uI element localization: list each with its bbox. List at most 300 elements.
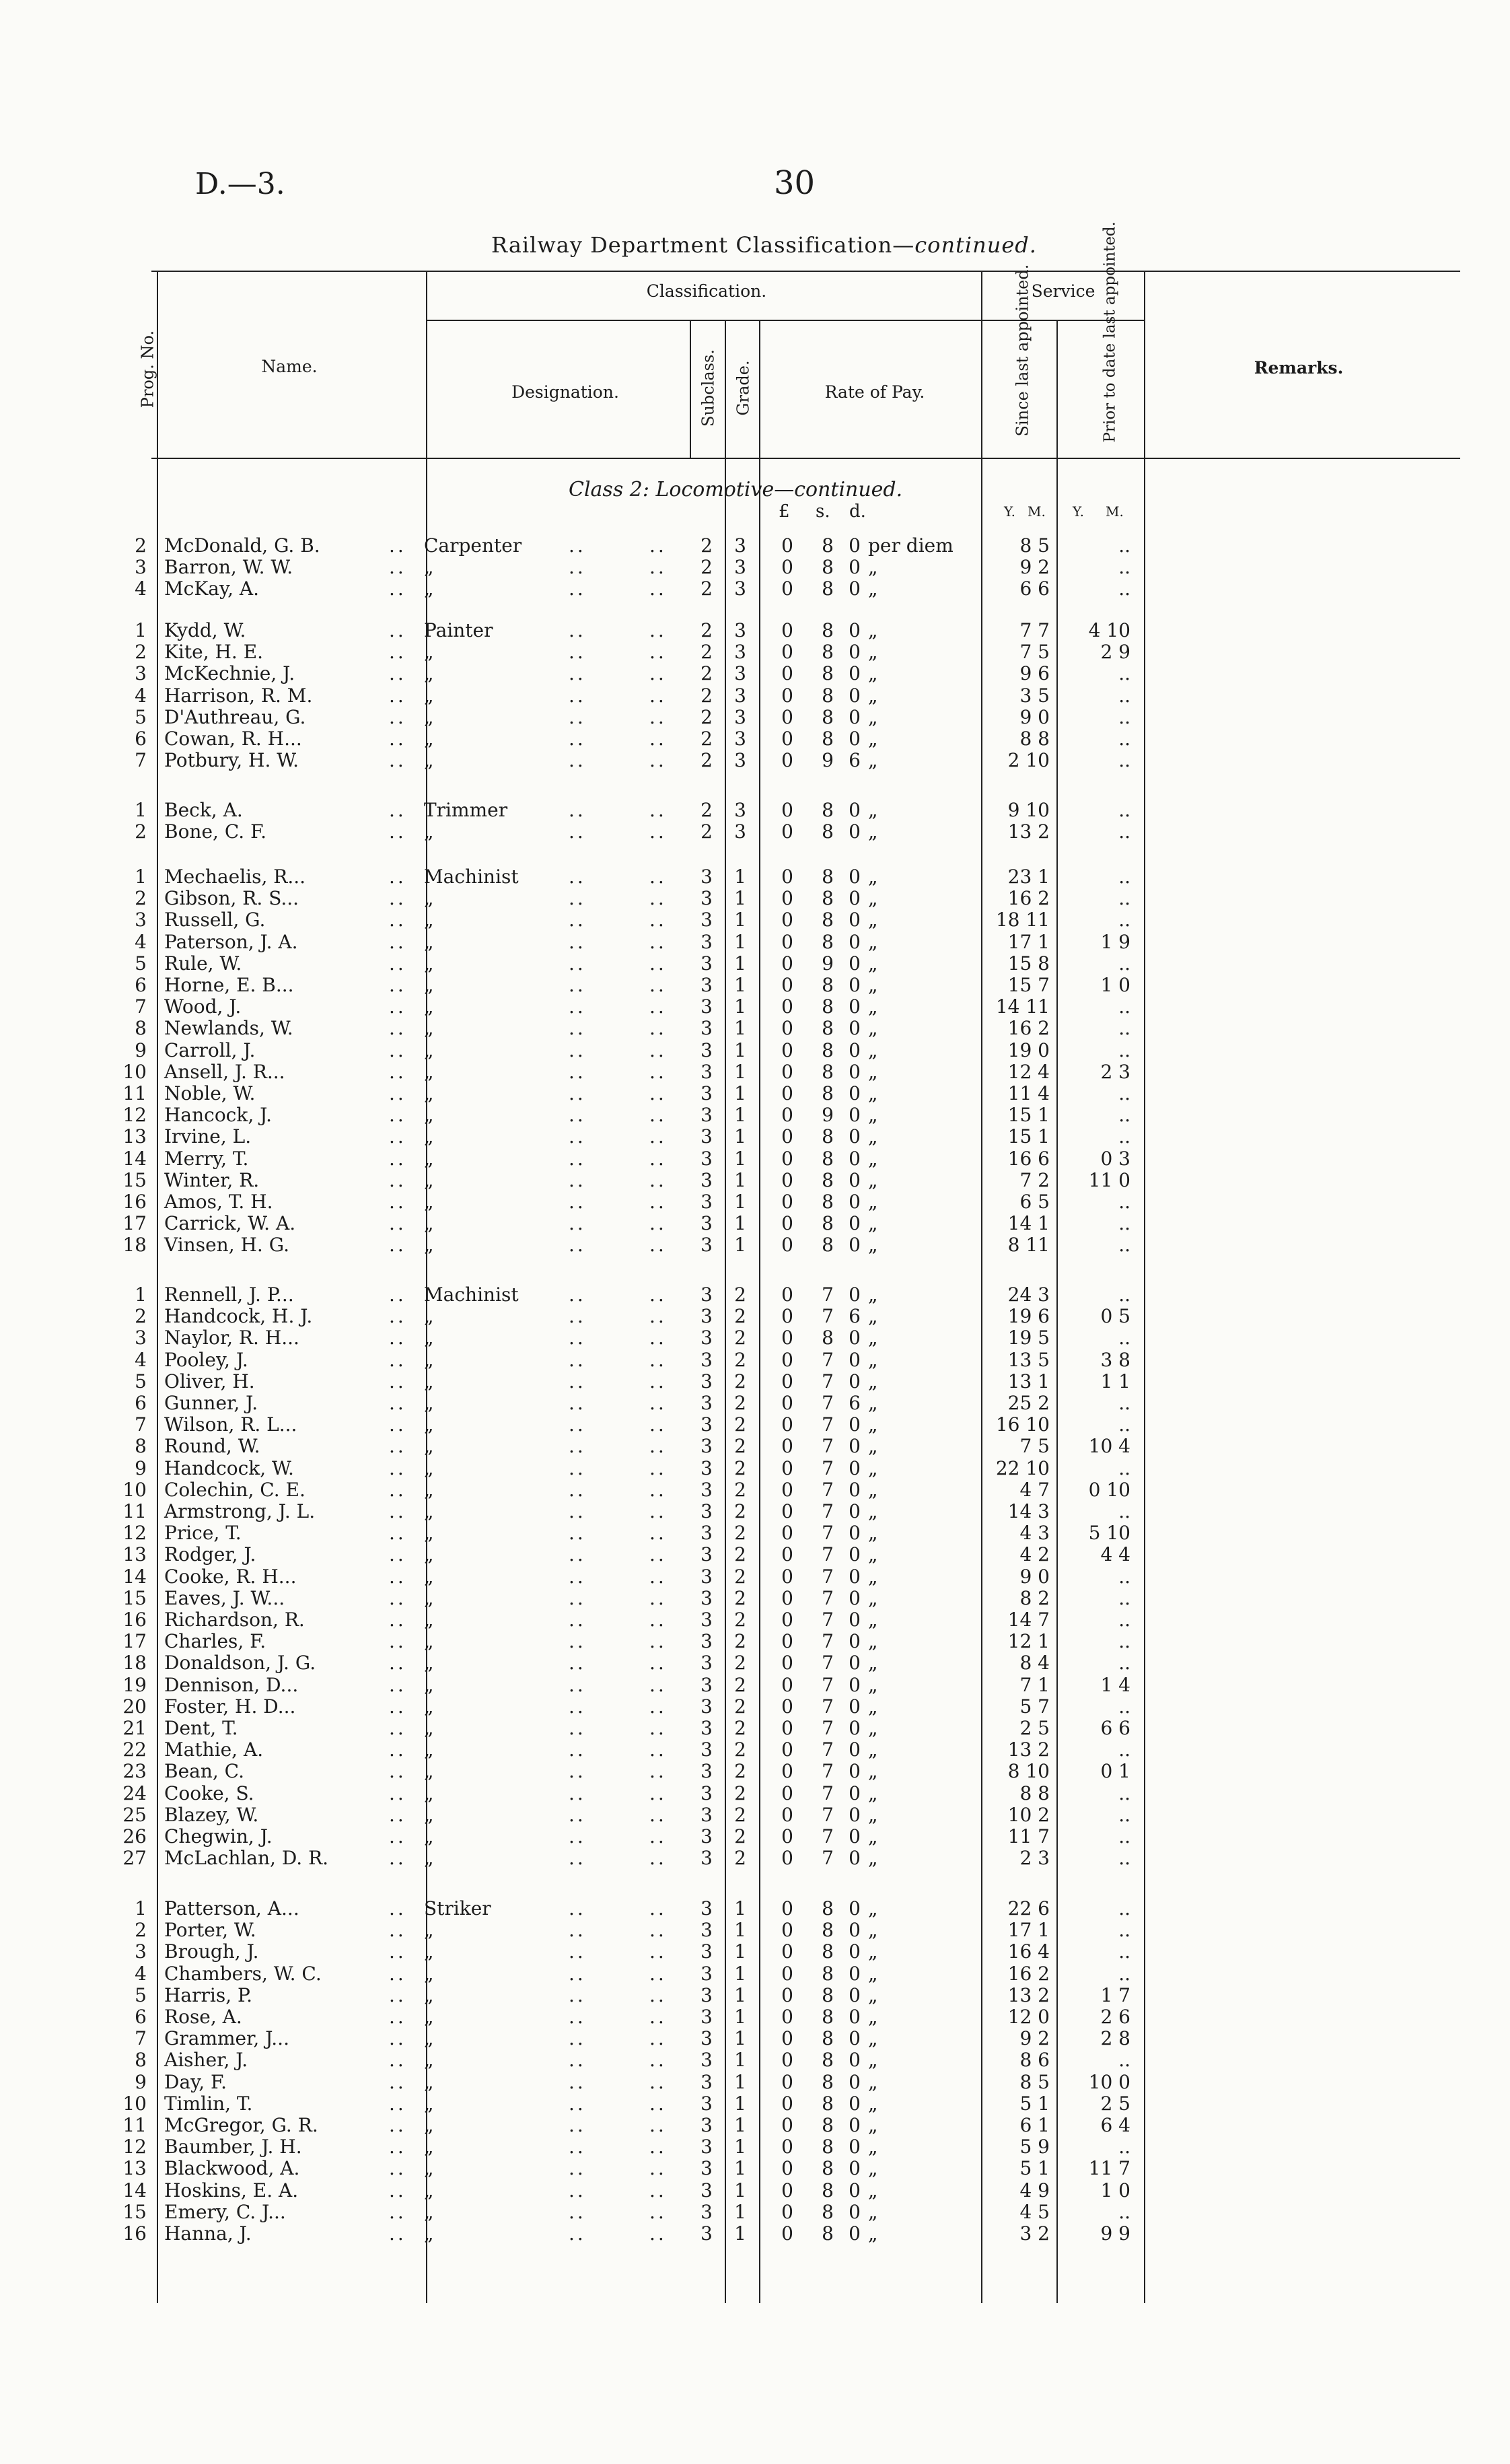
subclass-cell: 3 — [700, 995, 713, 1018]
leader-dots: .. — [649, 1962, 667, 1985]
name-cell: McKechnie, J. — [164, 662, 295, 685]
pence-cell: 0 — [849, 1060, 861, 1083]
grade-cell: 2 — [734, 1586, 746, 1609]
subclass-cell: 3 — [700, 1413, 713, 1436]
pence-cell: 6 — [849, 749, 861, 772]
leader-dots: .. — [569, 1327, 586, 1349]
prior-appointed-cell: 1 0 — [1100, 2179, 1130, 2202]
pounds-cell: 0 — [781, 2070, 793, 2093]
pounds-cell: 0 — [781, 1082, 793, 1104]
pence-cell: 0 — [849, 1348, 861, 1371]
pay-unit-cell: „ — [868, 2027, 878, 2050]
shillings-cell: 8 — [822, 1191, 834, 1213]
pounds-cell: 0 — [781, 1983, 793, 2006]
shillings-cell: 7 — [822, 1305, 834, 1328]
grade-cell: 3 — [734, 705, 746, 728]
designation-cell: „ — [424, 1392, 434, 1414]
shillings-cell: 7 — [822, 1695, 834, 1718]
shillings-cell: 7 — [822, 1782, 834, 1804]
leader-dots: .. — [649, 1609, 667, 1631]
pence-cell: 0 — [849, 662, 861, 685]
table-row — [0, 750, 1510, 771]
pence-cell: 0 — [849, 1609, 861, 1631]
prior-appointed-cell: .. — [1118, 1565, 1130, 1588]
since-appointed-cell: 4 2 — [1019, 1543, 1050, 1566]
prog-no-cell: 14 — [122, 2179, 147, 2202]
pounds-cell: 0 — [781, 1565, 793, 1588]
prior-appointed-cell: 2 6 — [1100, 2006, 1130, 2028]
prior-appointed-cell: 0 10 — [1088, 1478, 1130, 1501]
leader-dots: .. — [569, 1234, 586, 1257]
shillings-cell: 8 — [822, 2200, 834, 2223]
subclass-cell: 3 — [700, 1522, 713, 1545]
since-appointed-cell: 6 5 — [1019, 1191, 1050, 1213]
name-cell: McDonald, G. B. — [164, 534, 320, 557]
designation-cell: „ — [424, 2157, 434, 2180]
name-cell: Carrick, W. A. — [164, 1212, 296, 1235]
designation-cell: „ — [424, 1435, 434, 1458]
prog-no-cell: 2 — [135, 820, 147, 843]
grade-cell: 2 — [734, 1456, 746, 1479]
leader-dots: .. — [389, 930, 406, 953]
since-appointed-cell: 13 1 — [1007, 1370, 1050, 1393]
shillings-cell: 8 — [822, 2157, 834, 2180]
prog-no-cell: 13 — [122, 1125, 147, 1148]
leader-dots: .. — [649, 1717, 667, 1739]
since-appointed-cell: 6 1 — [1019, 2114, 1050, 2136]
table-row — [0, 1920, 1510, 1941]
col-grade: Grade. — [733, 360, 753, 416]
leader-dots: .. — [569, 728, 586, 750]
grade-cell: 1 — [734, 1104, 746, 1127]
subclass-cell: 3 — [700, 2179, 713, 2202]
designation-cell: Carpenter — [424, 534, 522, 557]
subclass-cell: 3 — [700, 1283, 713, 1306]
leader-dots: .. — [649, 2179, 667, 2202]
leader-dots: .. — [649, 1760, 667, 1783]
prog-no-cell: 27 — [122, 1847, 147, 1870]
pay-unit-cell: „ — [868, 1370, 878, 1393]
pay-unit-cell: „ — [868, 1305, 878, 1328]
name-cell: D'Authreau, G. — [164, 705, 306, 728]
pence-cell: 0 — [849, 619, 861, 641]
leader-dots: .. — [649, 1543, 667, 1566]
designation-cell: „ — [424, 1522, 434, 1545]
pounds-cell: 0 — [781, 534, 793, 557]
name-cell: Merry, T. — [164, 1147, 249, 1170]
shillings-cell: 7 — [822, 1543, 834, 1566]
designation-cell: „ — [424, 2136, 434, 2158]
pence-cell: 0 — [849, 1500, 861, 1522]
table-row — [0, 2028, 1510, 2049]
subclass-cell: 3 — [700, 1478, 713, 1501]
leader-dots: .. — [389, 887, 406, 910]
shillings-cell: 7 — [822, 1825, 834, 1847]
shillings-cell: 8 — [822, 1147, 834, 1170]
prior-appointed-cell: .. — [1118, 1940, 1130, 1963]
name-cell: Rule, W. — [164, 952, 242, 975]
leader-dots: .. — [569, 866, 586, 888]
pounds-cell: 0 — [781, 1522, 793, 1545]
shillings-cell: 7 — [822, 1456, 834, 1479]
leader-dots: .. — [569, 1017, 586, 1040]
pence-cell: 0 — [849, 705, 861, 728]
name-cell: Armstrong, J. L. — [164, 1500, 316, 1522]
prog-no-cell: 1 — [135, 1897, 147, 1920]
pounds-cell: 0 — [781, 2157, 793, 2180]
grade-cell: 1 — [734, 1017, 746, 1040]
table-row — [0, 2049, 1510, 2071]
pay-unit-cell: „ — [868, 1782, 878, 1804]
subclass-cell: 3 — [700, 1652, 713, 1675]
prior-appointed-cell: .. — [1118, 705, 1130, 728]
leader-dots: .. — [569, 684, 586, 707]
prior-appointed-cell: .. — [1118, 909, 1130, 931]
table-row — [0, 1739, 1510, 1761]
designation-cell: „ — [424, 887, 434, 910]
designation-cell: „ — [424, 705, 434, 728]
leader-dots: .. — [649, 2157, 667, 2180]
pay-unit-cell: „ — [868, 1060, 878, 1083]
leader-dots: .. — [389, 1212, 406, 1235]
name-cell: Emery, C. J... — [164, 2200, 286, 2223]
shillings-cell: 8 — [822, 2136, 834, 2158]
name-cell: Pooley, J. — [164, 1348, 248, 1371]
name-cell: Rennell, J. P... — [164, 1283, 294, 1306]
since-appointed-cell: 15 1 — [1007, 1125, 1050, 1148]
leader-dots: .. — [569, 995, 586, 1018]
subclass-cell: 3 — [700, 1125, 713, 1148]
designation-cell: „ — [424, 1543, 434, 1566]
leader-dots: .. — [649, 728, 667, 750]
leader-dots: .. — [389, 619, 406, 641]
prog-no-cell: 21 — [122, 1717, 147, 1739]
pence-cell: 0 — [849, 866, 861, 888]
since-appointed-cell: 15 8 — [1007, 952, 1050, 975]
unit-prior-years: Y. — [1073, 503, 1084, 520]
since-appointed-cell: 8 5 — [1019, 2070, 1050, 2093]
leader-dots: .. — [389, 534, 406, 557]
designation-cell: „ — [424, 1717, 434, 1739]
grade-cell: 1 — [734, 1962, 746, 1985]
pence-cell: 0 — [849, 1565, 861, 1588]
designation-cell: „ — [424, 1234, 434, 1257]
subclass-cell: 3 — [700, 866, 713, 888]
leader-dots: .. — [569, 1738, 586, 1761]
designation-cell: „ — [424, 2200, 434, 2223]
leader-dots: .. — [389, 1283, 406, 1306]
since-appointed-cell: 9 10 — [1007, 799, 1050, 821]
grade-cell: 1 — [734, 2179, 746, 2202]
table-row — [0, 1040, 1510, 1061]
leader-dots: .. — [649, 1060, 667, 1083]
leader-dots: .. — [649, 684, 667, 707]
pay-unit-cell: „ — [868, 2049, 878, 2072]
subclass-cell: 3 — [700, 1212, 713, 1235]
leader-dots: .. — [389, 1897, 406, 1920]
subclass-cell: 3 — [700, 1543, 713, 1566]
name-cell: Colechin, C. E. — [164, 1478, 305, 1501]
table-row — [0, 1652, 1510, 1674]
table-row — [0, 1018, 1510, 1039]
pay-unit-cell: „ — [868, 1825, 878, 1847]
leader-dots: .. — [649, 1983, 667, 2006]
leader-dots: .. — [649, 2027, 667, 2050]
shillings-cell: 7 — [822, 1413, 834, 1436]
pay-unit-cell: „ — [868, 2006, 878, 2028]
prior-appointed-cell: .. — [1118, 887, 1130, 910]
prior-appointed-cell: .. — [1118, 952, 1130, 975]
prog-no-cell: 1 — [135, 1283, 147, 1306]
prog-no-cell: 3 — [135, 662, 147, 685]
subclass-cell: 3 — [700, 1039, 713, 1061]
leader-dots: .. — [649, 2006, 667, 2028]
shillings-cell: 8 — [822, 1125, 834, 1148]
leader-dots: .. — [649, 1478, 667, 1501]
pounds-cell: 0 — [781, 1212, 793, 1235]
pence-cell: 0 — [849, 1456, 861, 1479]
designation-cell: „ — [424, 1782, 434, 1804]
table-row — [0, 2006, 1510, 2028]
leader-dots: .. — [389, 2070, 406, 2093]
since-appointed-cell: 17 1 — [1007, 930, 1050, 953]
grade-cell: 3 — [734, 684, 746, 707]
designation-cell: „ — [424, 1919, 434, 1942]
prog-no-cell: 18 — [122, 1652, 147, 1675]
prior-appointed-cell: .. — [1118, 820, 1130, 843]
prior-appointed-cell: 1 9 — [1100, 930, 1130, 953]
since-appointed-cell: 5 9 — [1019, 2136, 1050, 2158]
since-appointed-cell: 15 1 — [1007, 1104, 1050, 1127]
table-row — [0, 800, 1510, 821]
prior-appointed-cell: .. — [1118, 1327, 1130, 1349]
since-appointed-cell: 7 5 — [1019, 1435, 1050, 1458]
shillings-cell: 8 — [822, 534, 834, 557]
prior-appointed-cell: .. — [1118, 1234, 1130, 1257]
leader-dots: .. — [569, 1609, 586, 1631]
prior-appointed-cell: .. — [1118, 995, 1130, 1018]
table-row — [0, 1061, 1510, 1083]
grade-cell: 1 — [734, 2092, 746, 2115]
leader-dots: .. — [649, 1283, 667, 1306]
shillings-cell: 8 — [822, 1983, 834, 2006]
leader-dots: .. — [649, 705, 667, 728]
shillings-cell: 8 — [822, 619, 834, 641]
shillings-cell: 8 — [822, 2027, 834, 2050]
pence-cell: 0 — [849, 930, 861, 953]
leader-dots: .. — [569, 2114, 586, 2136]
designation-cell: „ — [424, 1017, 434, 1040]
designation-cell: „ — [424, 1147, 434, 1170]
pay-unit-cell: „ — [868, 930, 878, 953]
service-rule — [982, 320, 1144, 321]
pence-cell: 0 — [849, 2157, 861, 2180]
since-appointed-cell: 3 2 — [1019, 2222, 1050, 2245]
prog-no-cell: 1 — [135, 866, 147, 888]
pence-cell: 0 — [849, 1586, 861, 1609]
pay-unit-cell: „ — [868, 1413, 878, 1436]
leader-dots: .. — [389, 1234, 406, 1257]
leader-dots: .. — [649, 1305, 667, 1328]
leader-dots: .. — [389, 1348, 406, 1371]
name-cell: Barron, W. W. — [164, 556, 293, 579]
prior-appointed-cell: 6 4 — [1100, 2114, 1130, 2136]
prog-no-cell: 15 — [122, 1168, 147, 1191]
designation-cell: „ — [424, 1168, 434, 1191]
shillings-cell: 7 — [822, 1717, 834, 1739]
table-row — [0, 2115, 1510, 2136]
prog-no-cell: 15 — [122, 2200, 147, 2223]
since-appointed-cell: 7 7 — [1019, 619, 1050, 641]
leader-dots: .. — [569, 1456, 586, 1479]
name-cell: Hancock, J. — [164, 1104, 273, 1127]
pay-unit-cell: „ — [868, 1147, 878, 1170]
prog-no-cell: 11 — [122, 1082, 147, 1104]
table-row — [0, 2072, 1510, 2093]
leader-dots: .. — [389, 799, 406, 821]
name-cell: Eaves, J. W... — [164, 1586, 285, 1609]
pounds-cell: 0 — [781, 556, 793, 579]
pence-cell: 0 — [849, 995, 861, 1018]
prog-no-cell: 4 — [135, 930, 147, 953]
name-cell: McLachlan, D. R. — [164, 1847, 329, 1870]
table-row — [0, 1783, 1510, 1804]
pence-cell: 0 — [849, 2049, 861, 2072]
table-row — [0, 1170, 1510, 1191]
grade-cell: 3 — [734, 534, 746, 557]
since-appointed-cell: 9 2 — [1019, 2027, 1050, 2050]
subclass-cell: 3 — [700, 2114, 713, 2136]
prog-no-cell: 7 — [135, 749, 147, 772]
pounds-cell: 0 — [781, 952, 793, 975]
grade-cell: 3 — [734, 749, 746, 772]
pence-cell: 0 — [849, 1652, 861, 1675]
name-cell: Cooke, S. — [164, 1782, 254, 1804]
leader-dots: .. — [389, 1983, 406, 2006]
table-row — [0, 1675, 1510, 1696]
pence-cell: 0 — [849, 887, 861, 910]
shillings-cell: 8 — [822, 1017, 834, 1040]
pence-cell: 0 — [849, 799, 861, 821]
pence-cell: 0 — [849, 1283, 861, 1306]
leader-dots: .. — [389, 1940, 406, 1963]
since-appointed-cell: 16 2 — [1007, 1962, 1050, 1985]
leader-dots: .. — [389, 2200, 406, 2223]
table-row — [0, 1963, 1510, 1985]
leader-dots: .. — [649, 1370, 667, 1393]
pence-cell: 0 — [849, 2136, 861, 2158]
prior-appointed-cell: .. — [1118, 1652, 1130, 1675]
designation-cell: „ — [424, 1738, 434, 1761]
prog-no-cell: 15 — [122, 1586, 147, 1609]
table-row — [0, 535, 1510, 557]
grade-cell: 2 — [734, 1782, 746, 1804]
prior-appointed-cell: .. — [1118, 1212, 1130, 1235]
section-heading: Class 2: Locomotive—continued. — [569, 478, 903, 501]
designation-cell: „ — [424, 1478, 434, 1501]
leader-dots: .. — [569, 952, 586, 975]
leader-dots: .. — [389, 2006, 406, 2028]
pounds-cell: 0 — [781, 1738, 793, 1761]
pence-cell: 0 — [849, 1940, 861, 1963]
shillings-cell: 7 — [822, 1370, 834, 1393]
leader-dots: .. — [569, 2136, 586, 2158]
leader-dots: .. — [649, 749, 667, 772]
leader-dots: .. — [649, 1847, 667, 1870]
designation-cell: „ — [424, 1456, 434, 1479]
pay-unit-cell: „ — [868, 1168, 878, 1191]
pay-unit-cell: „ — [868, 2222, 878, 2245]
col-since-last: Since last appointed. — [1013, 264, 1032, 437]
subclass-cell: 2 — [700, 820, 713, 843]
col-classification: Classification. — [646, 281, 767, 301]
leader-dots: .. — [389, 952, 406, 975]
leader-dots: .. — [649, 1392, 667, 1414]
leader-dots: .. — [569, 820, 586, 843]
leader-dots: .. — [649, 1435, 667, 1458]
pay-unit-cell: „ — [868, 556, 878, 579]
leader-dots: .. — [569, 641, 586, 664]
subclass-cell: 3 — [700, 1609, 713, 1631]
subclass-cell: 3 — [700, 2006, 713, 2028]
name-cell: Harrison, R. M. — [164, 684, 313, 707]
grade-cell: 2 — [734, 1760, 746, 1783]
leader-dots: .. — [569, 1125, 586, 1148]
prior-appointed-cell: .. — [1118, 1413, 1130, 1436]
name-cell: McKay, A. — [164, 577, 259, 600]
prog-no-cell: 23 — [122, 1760, 147, 1783]
leader-dots: .. — [569, 909, 586, 931]
prog-no-cell: 18 — [122, 1234, 147, 1257]
prior-appointed-cell: .. — [1118, 534, 1130, 557]
prior-appointed-cell: .. — [1118, 749, 1130, 772]
since-appointed-cell: 2 10 — [1007, 749, 1050, 772]
prog-no-cell: 12 — [122, 2136, 147, 2158]
shillings-cell: 8 — [822, 1039, 834, 1061]
subclass-cell: 3 — [700, 1586, 713, 1609]
shillings-cell: 8 — [822, 2070, 834, 2093]
grade-cell: 1 — [734, 2114, 746, 2136]
designation-cell: „ — [424, 1039, 434, 1061]
designation-cell: „ — [424, 662, 434, 685]
leader-dots: .. — [569, 2222, 586, 2245]
pence-cell: 0 — [849, 1104, 861, 1127]
grade-cell: 2 — [734, 1478, 746, 1501]
leader-dots: .. — [569, 974, 586, 996]
name-cell: Brough, J. — [164, 1940, 259, 1963]
grade-cell: 3 — [734, 799, 746, 821]
subclass-cell: 2 — [700, 799, 713, 821]
pounds-cell: 0 — [781, 1283, 793, 1306]
prog-no-cell: 5 — [135, 705, 147, 728]
table-row — [0, 641, 1510, 663]
name-cell: Wood, J. — [164, 995, 242, 1018]
since-appointed-cell: 7 5 — [1019, 641, 1050, 664]
pounds-cell: 0 — [781, 1543, 793, 1566]
leader-dots: .. — [649, 866, 667, 888]
leader-dots: .. — [649, 887, 667, 910]
since-appointed-cell: 9 2 — [1019, 556, 1050, 579]
subclass-cell: 3 — [700, 2049, 713, 2072]
subclass-cell: 3 — [700, 1782, 713, 1804]
prog-no-cell: 20 — [122, 1695, 147, 1718]
subclass-cell: 3 — [700, 1717, 713, 1739]
prog-no-cell: 22 — [122, 1738, 147, 1761]
leader-dots: .. — [389, 1673, 406, 1696]
designation-cell: „ — [424, 1370, 434, 1393]
shillings-cell: 8 — [822, 556, 834, 579]
prog-no-cell: 14 — [122, 1565, 147, 1588]
